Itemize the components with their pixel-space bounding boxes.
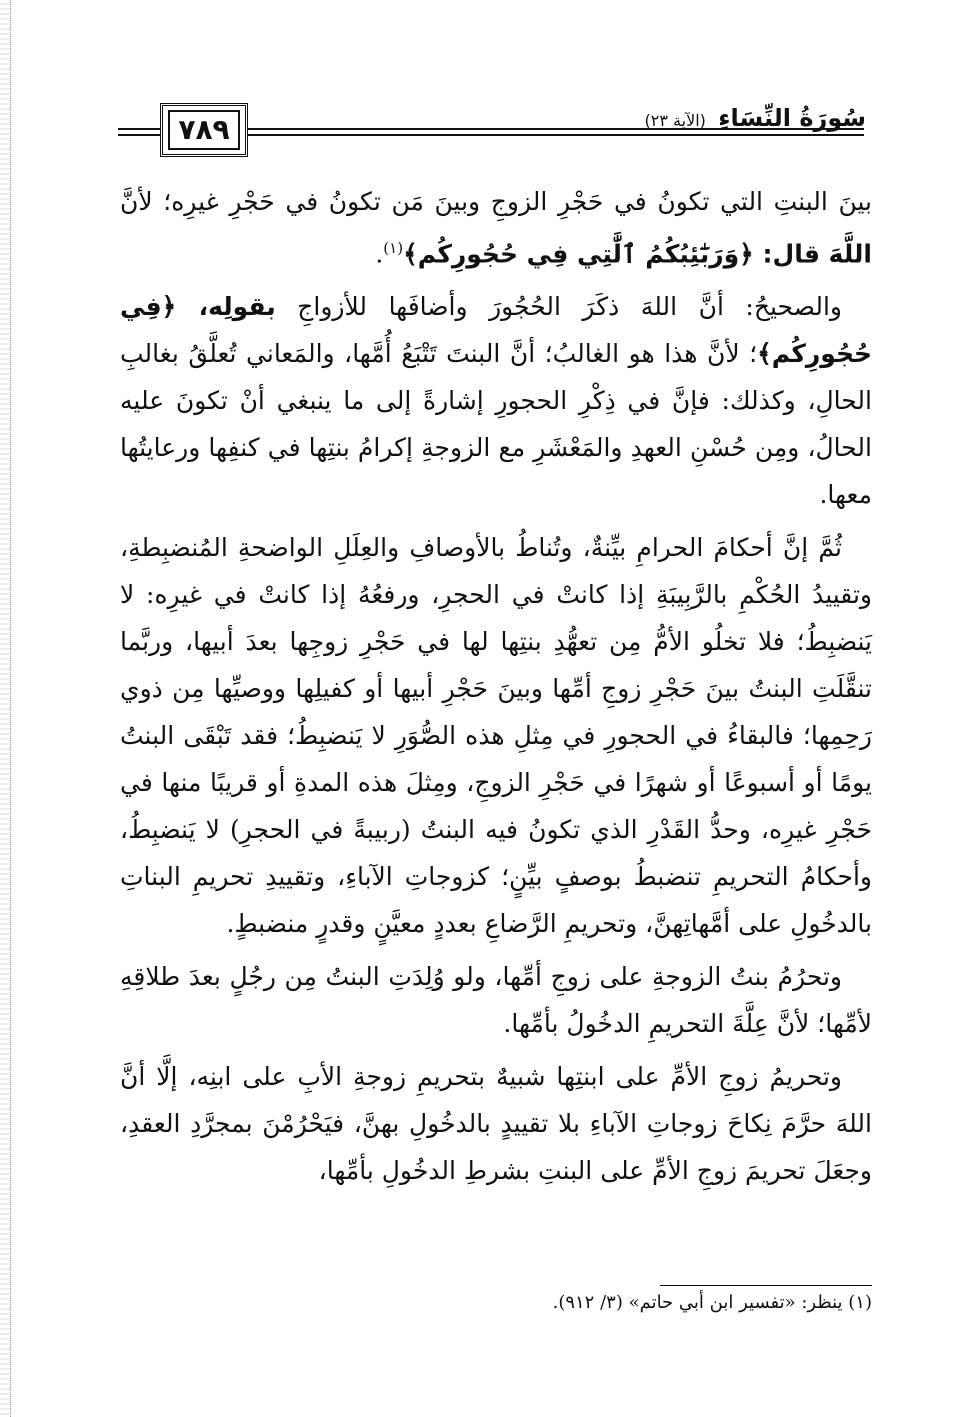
main-text: [120, 178, 872, 1200]
header-rule-left: [118, 128, 160, 130]
page-number-box: [160, 103, 248, 157]
p2-bold: بقولِه،: [176, 292, 276, 322]
p2-text-b: ؛ لأنَّ هذا هو الغالبُ؛ أنَّ البنتَ تَتْبَعُ أُمَّها، والمَعاني تُعلَّقُ بغالبِ الحالِ، وكذلك: فإنَّ في ذِكْرِ الحجورِ إشارةً إلى ما ينبغي أنْ تكونَ عليه الحالُ، ومِن حُسْنِ العهدِ والمَعْشَرِ مع الزوجةِ إكرامُ بنتِها في كنفِها ورعايتُها معها.: [120, 339, 872, 510]
paragraph-1: [120, 178, 872, 277]
paragraph-5: وتحريمُ زوجِ الأمِّ على ابنتِها شبيهٌ بتحريمِ زوجةِ الأبِ على ابنِه، إلَّا أنَّ اللهَ حرَّمَ نِكاحَ زوجاتِ الآباءِ بلا تقييدٍ بالدخُولِ بهنَّ، فيَحْرُمْنَ بمجرَّدِ العقدِ، وجعَلَ تحريمَ زوجِ الأمِّ على البنتِ بشرطِ الدخُولِ بأمِّها،: [120, 1062, 872, 1186]
p1-end: .: [375, 239, 384, 269]
p1-text: بينَ البنتِ التي تكونُ في حَجْرِ الزوجِ وبينَ مَن تكونُ في حَجْرِ غيرِه؛ لأنَّ: [120, 187, 872, 216]
p2-text-a: والصحيحُ: أنَّ اللهَ ذكَرَ الحُجُورَ وأضافَها للأزواجِ: [275, 292, 842, 322]
running-head: [645, 104, 866, 132]
ayah-reference: (الآية ٢٣): [644, 111, 706, 130]
surah-name: سُورَةُ النِّسَاءِ: [718, 104, 866, 132]
p1-quran-quote: ﴿وَرَبَٰٓئِبُكُمُ ٱلَّٰتِي فِي حُجُورِكُم﴾: [403, 239, 754, 269]
header-rule-left-2: [118, 134, 160, 136]
page-number: ٧٨٩: [168, 110, 239, 150]
paragraph-3: ثُمَّ إنَّ أحكامَ الحرامِ بيِّنةٌ، وتُناطُ بالأوصافِ والعِلَلِ الواضحةِ المُنضبِطةِ، وتقييدُ الحُكْمِ بالرَّبِيبَةِ إذا كانتْ في الحجرِ، ورفعُهُ إذا كانتْ في غيرِه: لا يَنضبِطُ؛ فلا تخلُو الأمُّ مِن تعهُّدِ بنتِها لها في حَجْرِ زوجِها بعدَ أبيها، وربَّما تنقَّلَتِ البنتُ بينَ حَجْرِ زوجِ أمِّها وبينَ حَجْرِ أبيها أو كفيلِها ووصيِّها مِن ذوي رَحِمِها؛ فالبقاءُ في الحجورِ في مِثلِ هذه الصُّوَرِ لا يَنضبِطُ؛ فقد تَبْقَى البنتُ يومًا أو أسبوعًا أو شهرًا في حَجْرِ الزوجِ، ومِثلَ هذه المدةِ أو قريبًا منها في حَجْرِ غيرِه، وحدُّ القَدْرِ الذي تكونُ فيه البنتُ (ربيبةً في الحجرِ) لا يَنضبِطُ، وأحكامُ التحريمِ تنضبطُ بوصفٍ بيِّنٍ؛ كزوجاتِ الآباءِ، وتقييدِ تحريمِ البناتِ بالدخُولِ على أمَّهاتِهنَّ، وتحريمِ الرَّضاعِ بعددٍ معيَّنٍ وقدرٍ منضبطٍ.: [120, 533, 872, 939]
header-rule-right-2: [248, 134, 864, 136]
footnote-marker: (١): [383, 239, 404, 257]
paragraph-4: وتحرُمُ بنتُ الزوجةِ على زوجِ أمِّها، ولو وُلِدَتِ البنتُ مِن رجُلٍ بعدَ طلاقِهِ لأمِّها؛ لأنَّ عِلَّةَ التحريمِ الدخُولُ بأمِّها.: [120, 962, 872, 1039]
footnote: (١) ينظر: «تفسير ابن أبي حاتم» (٣/ ٩١٢).: [552, 1292, 872, 1313]
paragraph-2: [120, 283, 872, 518]
p2-quran-quote: ﴿فِي حُجُورِكُم﴾: [120, 292, 872, 369]
footnote-rule: [660, 1285, 872, 1286]
scan-edge: [0, 0, 11, 1417]
p1-bold: اللَّهَ قال:: [753, 239, 872, 269]
